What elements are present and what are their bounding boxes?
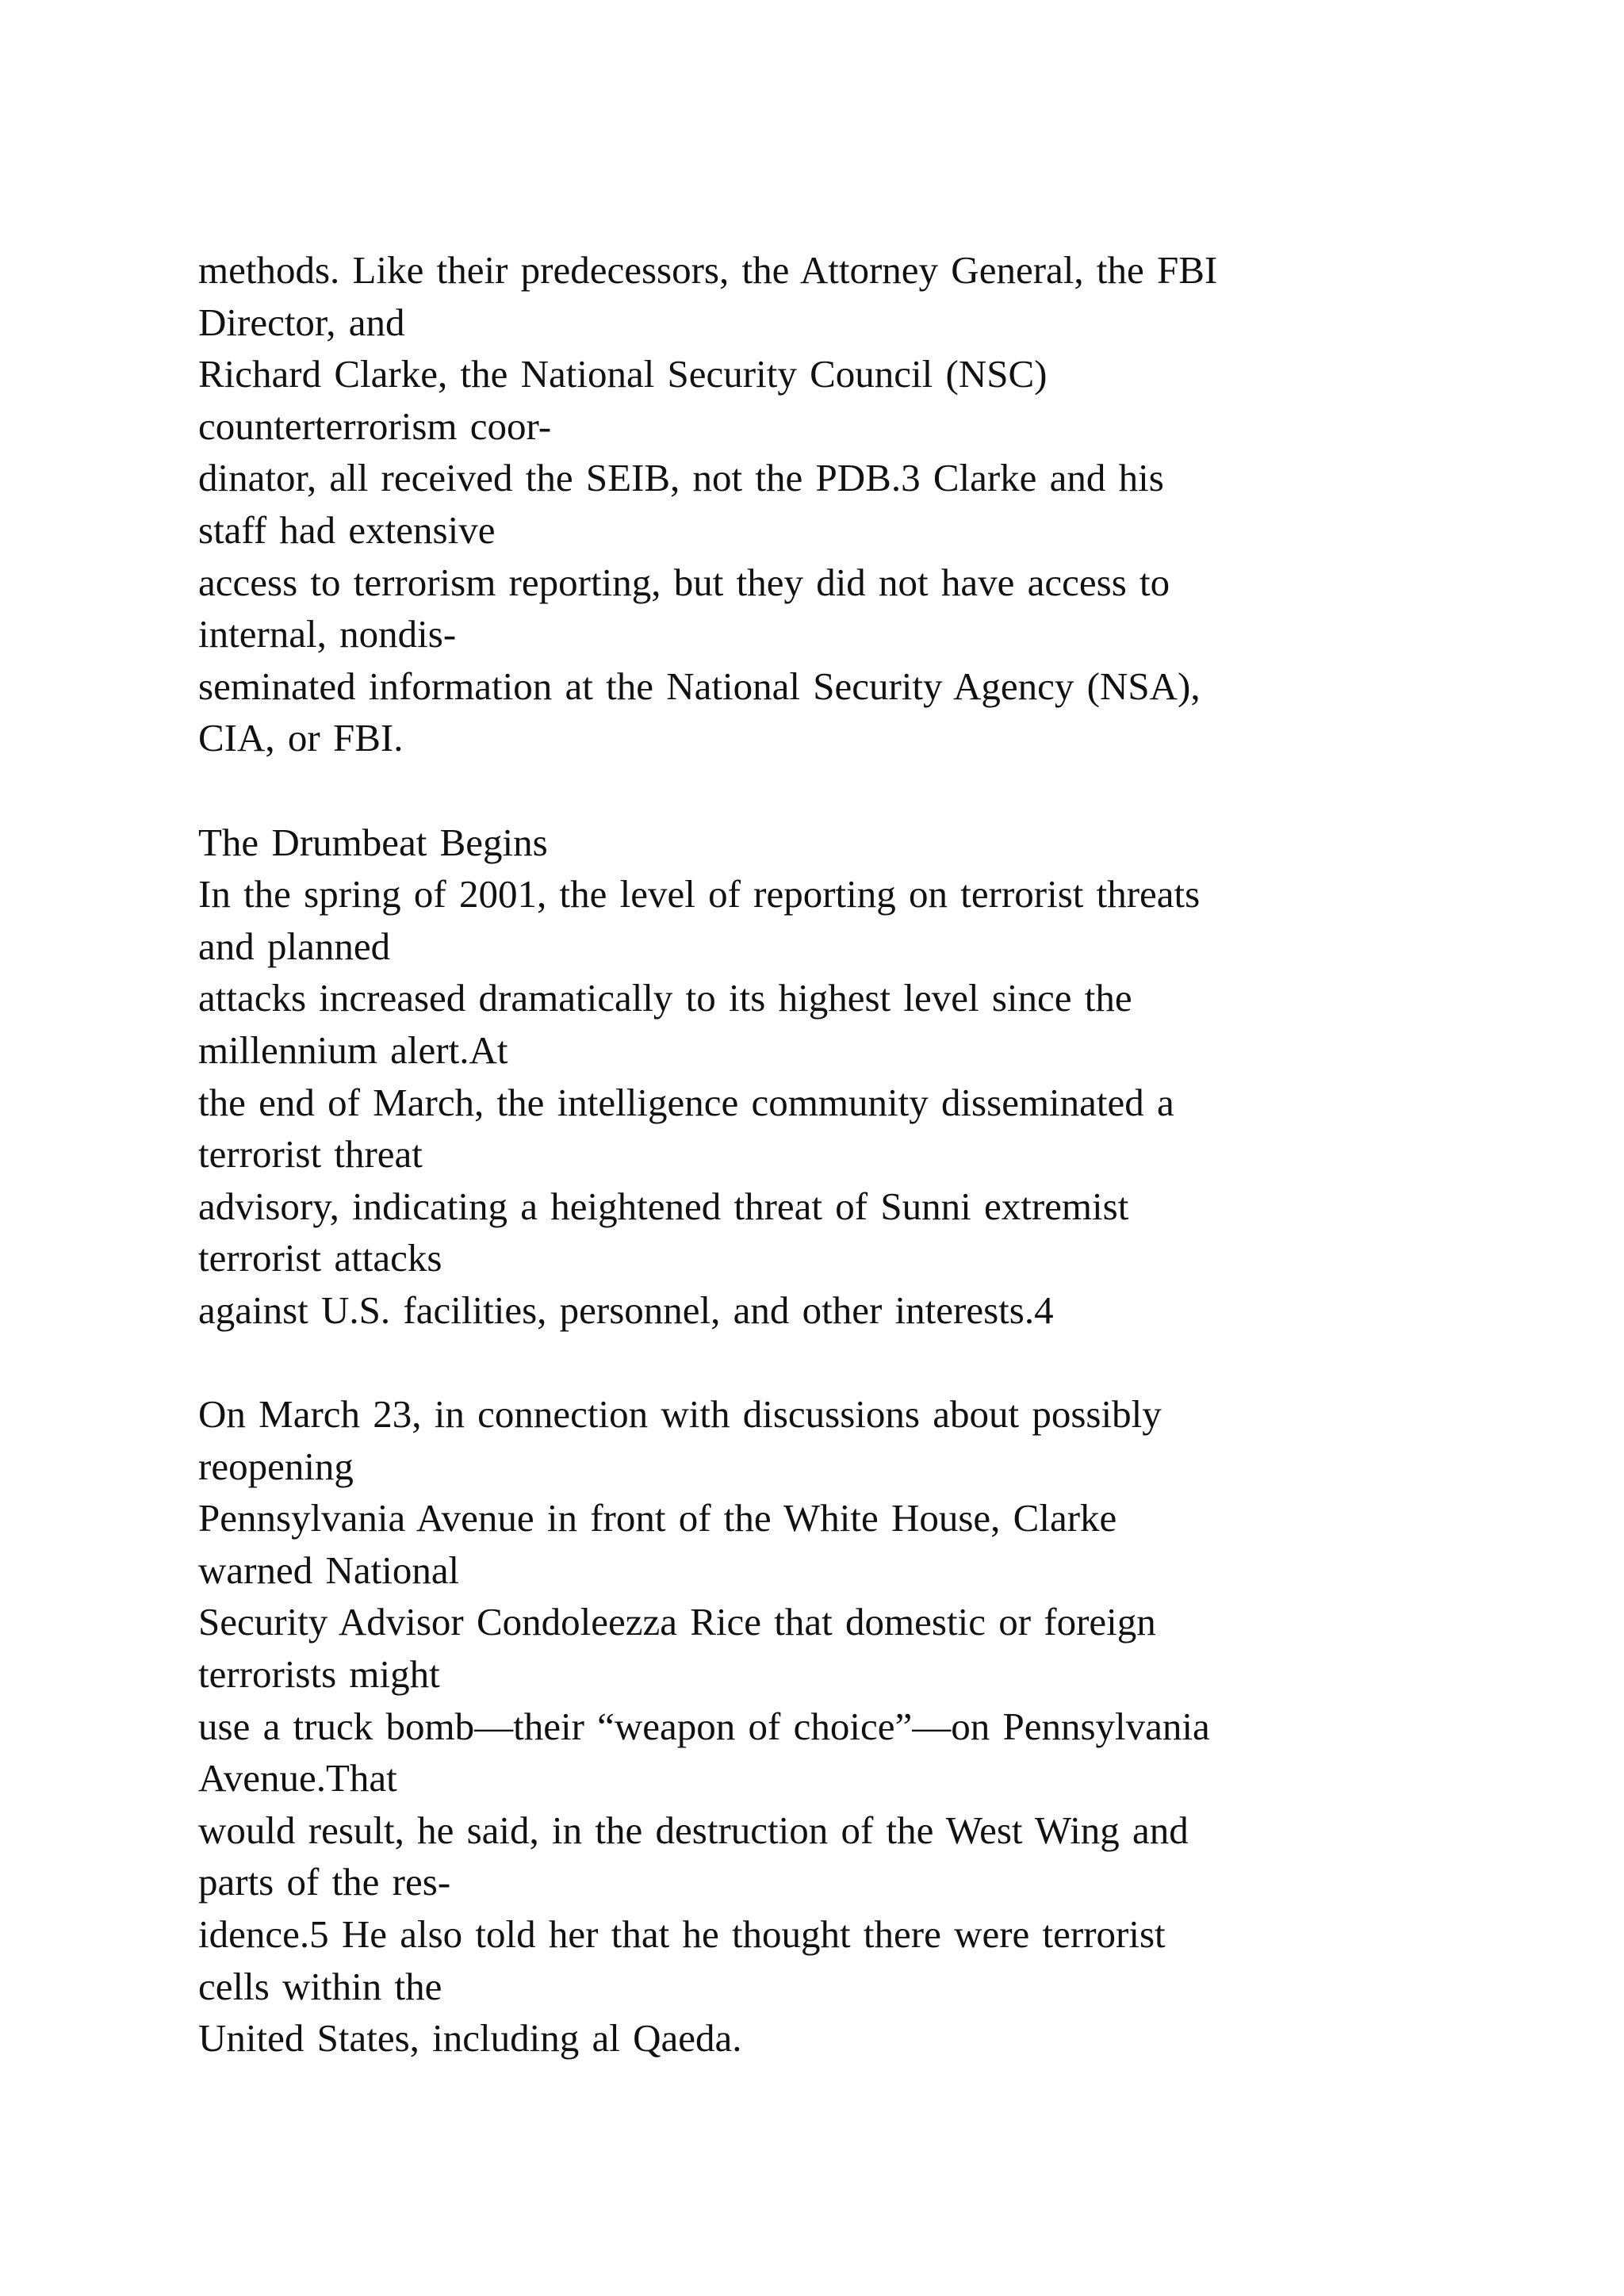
text-line: advisory, indicating a heightened threat of Sunni extremist xyxy=(198,1184,1129,1228)
text-line: Richard Clarke, the National Security Council (NSC) xyxy=(198,352,1048,396)
text-line: cells within the xyxy=(198,1964,442,2008)
text-line: CIA, or FBI. xyxy=(198,716,404,760)
text-line: terrorist threat xyxy=(198,1132,423,1177)
text-line: Security Advisor Condoleezza Rice that domestic or foreign xyxy=(198,1600,1156,1644)
paragraph-3 xyxy=(198,1388,1546,2064)
text-line: Director, and xyxy=(198,300,405,344)
text-line: seminated information at the National Security Agency (NSA), xyxy=(198,664,1201,708)
text-line: United States, including al Qaeda. xyxy=(198,2016,742,2061)
text-line: attacks increased dramatically to its highest level since the xyxy=(198,976,1132,1020)
text-line: staff had extensive xyxy=(198,507,496,552)
document-body xyxy=(198,244,1546,2064)
section-heading: The Drumbeat Begins xyxy=(198,820,548,864)
text-line: the end of March, the intelligence community disseminated a xyxy=(198,1080,1174,1124)
text-line: terrorist attacks xyxy=(198,1236,442,1280)
text-line: Pennsylvania Avenue in front of the White House, Clarke xyxy=(198,1496,1117,1540)
text-line: use a truck bomb—their “weapon of choice”—on Pennsylvania xyxy=(198,1704,1210,1748)
text-line: parts of the res- xyxy=(198,1860,451,1904)
text-line: millennium alert.At xyxy=(198,1027,508,1072)
text-line: reopening xyxy=(198,1444,354,1488)
paragraph-2 xyxy=(198,817,1546,1337)
text-line: dinator, all received the SEIB, not the PDB.3 Clarke and his xyxy=(198,456,1164,500)
paragraph-gap xyxy=(198,1336,1546,1388)
text-line: would result, he said, in the destruction of the West Wing and xyxy=(198,1808,1189,1852)
text-line: In the spring of 2001, the level of reporting on terrorist threats xyxy=(198,872,1201,916)
text-line: On March 23, in connection with discussions about possibly xyxy=(198,1392,1162,1437)
text-line: methods. Like their predecessors, the Attorney General, the FBI xyxy=(198,248,1218,292)
text-line: counterterrorism coor- xyxy=(198,404,552,448)
text-line: terrorists might xyxy=(198,1652,440,1697)
paragraph-1 xyxy=(198,244,1546,764)
text-line: against U.S. facilities, personnel, and other interests.4 xyxy=(198,1288,1054,1332)
text-line: internal, nondis- xyxy=(198,612,457,656)
text-line: warned National xyxy=(198,1548,460,1592)
text-line: access to terrorism reporting, but they did not have access to xyxy=(198,560,1170,604)
text-line: Avenue.That xyxy=(198,1756,397,1800)
text-line: and planned xyxy=(198,924,391,968)
paragraph-gap xyxy=(198,764,1546,817)
text-line: idence.5 He also told her that he thought there were terrorist xyxy=(198,1912,1166,1956)
